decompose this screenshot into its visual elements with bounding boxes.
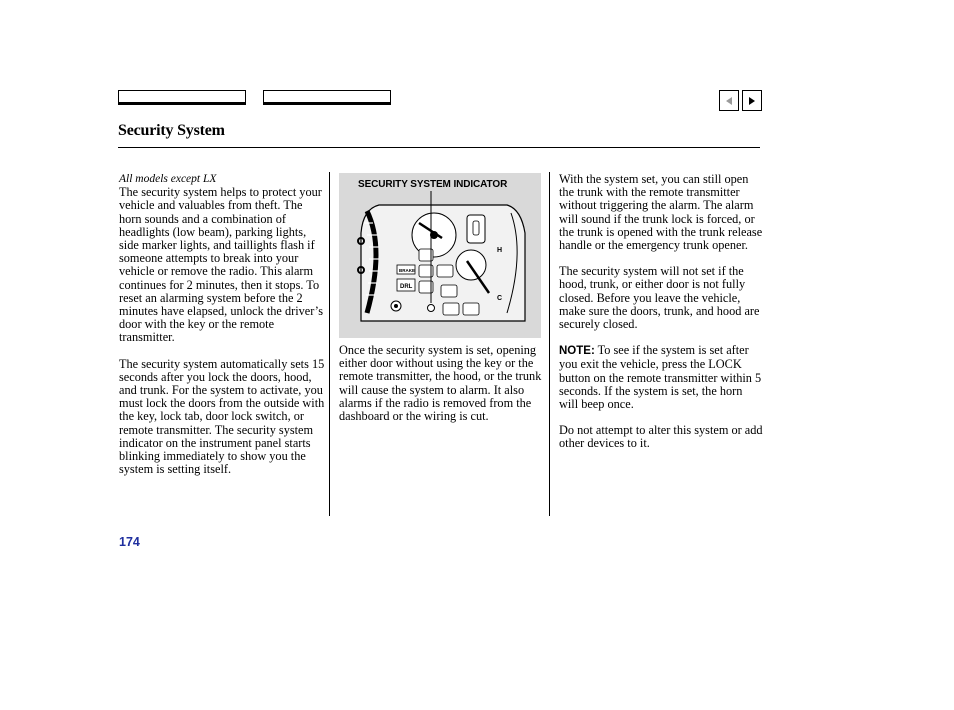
page-title: Security System [118,122,225,139]
intro-paragraph: The security system helps to protect your vehicle and valuables from theft. The horn sounds and a combination of headlights (low beam), parking lights, side marker lights, and taillights flash if someone attempts to break into your vehicle or remove the radio. This alarm continues for 2 minutes, then it stops. To reset an alarming system before the 2 minutes have elapsed, unlock the driver’s door with the key or the remote transmitter. [119,185,323,345]
title-divider [118,147,760,148]
column-1 [119,173,327,476]
drl-label: DRL [400,284,413,290]
hot-label: H [497,247,503,254]
column-3 [559,173,763,451]
note-paragraph [559,344,763,411]
column-divider-2 [549,172,550,516]
nav-tab-contents[interactable] [118,90,246,105]
alarm-trigger-paragraph: Once the security system is set, opening either door without using the key or the remote transmitter, the hood, or the trunk will cause the system to alarm. It also alarms if the radio is removed from the dashboard or the wiring is cut. [339,343,542,424]
column-2 [339,344,543,423]
note-label: NOTE: [559,345,595,358]
note-text: To see if the system is set after you exit the vehicle, press the LOCK button on the remote transmitter within 5 seconds. If the system is set, the horn will beep once. [559,343,762,412]
next-page-button[interactable] [742,90,762,111]
arrow-left-icon [724,96,734,106]
not-set-paragraph: The security system will not set if the hood, trunk, or either door is not fully closed. Before you leave the vehicle, make sure the doors, trunk, and hood are securely closed. [559,264,760,332]
instrument-panel-illustration [339,173,541,338]
warning-paragraph: Do not attempt to alter this system or add other devices to it. [559,423,763,451]
security-indicator-figure [339,173,541,338]
trunk-paragraph: With the system set, you can still open the trunk with the remote transmitter without triggering the alarm. The alarm will sound if the trunk lock is forced, or the trunk is opened with the trunk release handle or the emergency trunk opener. [559,172,763,253]
previous-page-button[interactable] [719,90,739,111]
column-divider-1 [329,172,330,516]
cold-label: C [497,295,503,302]
auto-set-paragraph: The security system automatically sets 15 seconds after you lock the doors, hood, and trunk. For the system to activate, you must lock the doors from the outside with the key, lock tab, door lock switch, or remote transmitter. The security system indicator on the instrument panel starts blinking immediately to show you the system is setting itself. [119,356,325,477]
model-note: All models except LX [119,173,217,185]
nav-tab-index[interactable] [263,90,391,105]
figure-caption: SECURITY SYSTEM INDICATOR [358,179,508,190]
brake-label: BRAKE [399,268,416,273]
page-number[interactable]: 174 [119,535,140,549]
arrow-right-icon [747,96,757,106]
